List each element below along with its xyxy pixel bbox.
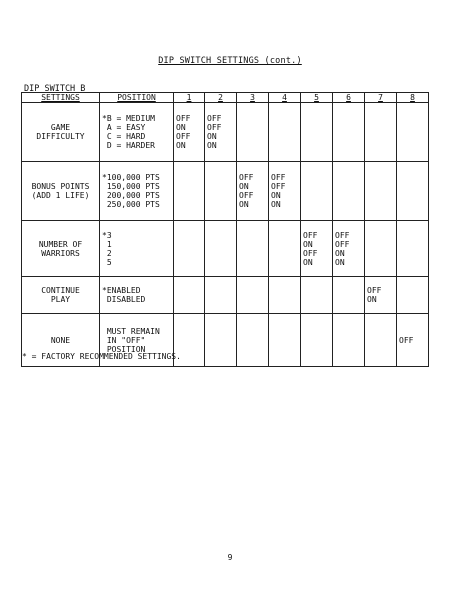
position-line: DISABLED xyxy=(102,295,146,304)
switch-value: OFF xyxy=(176,114,191,123)
position-line: C = HARD xyxy=(102,132,146,141)
position-line: IN "OFF" xyxy=(102,335,146,345)
position-line: MUST REMAIN xyxy=(102,326,160,336)
switch-value: OFF xyxy=(271,173,286,182)
position-line: 150,000 PTS xyxy=(102,182,160,191)
setting-line: NUMBER OF xyxy=(38,239,83,249)
switch-value: OFF xyxy=(176,132,191,141)
switch-value: ON xyxy=(335,257,345,267)
dip-switch-b-table xyxy=(21,92,429,367)
switch-value: OFF xyxy=(367,286,382,295)
switch-value: OFF xyxy=(207,123,222,132)
switch-value: OFF xyxy=(335,239,350,249)
switch-5-cell xyxy=(301,221,333,277)
switch-value: ON xyxy=(207,141,217,150)
switch-3-cell xyxy=(237,162,269,221)
position-line: 2 xyxy=(102,248,112,258)
switch-7-cell xyxy=(365,221,397,277)
header-switch-8: 8 xyxy=(397,93,429,103)
switch-value: ON xyxy=(239,200,249,209)
setting-cell xyxy=(22,103,100,162)
position-line: 5 xyxy=(102,257,112,267)
position-cell xyxy=(100,277,174,314)
switch-2-cell xyxy=(205,221,237,277)
switch-4-cell xyxy=(269,221,301,277)
page-title: DIP SWITCH SETTINGS (cont.) xyxy=(158,56,302,66)
header-switch-5: 5 xyxy=(301,93,333,103)
position-line: *ENABLED xyxy=(102,286,141,295)
switch-8-cell xyxy=(397,162,429,221)
switch-value: ON xyxy=(271,191,281,200)
switch-2-cell xyxy=(205,162,237,221)
switch-1-cell xyxy=(174,221,205,277)
switch-value: OFF xyxy=(271,182,286,191)
switch-7-cell xyxy=(365,314,397,367)
header-switch-7: 7 xyxy=(365,93,397,103)
setting-line: GAME xyxy=(50,123,71,132)
header-switch-1: 1 xyxy=(174,93,205,103)
switch-8-cell xyxy=(397,314,429,367)
setting-cell xyxy=(22,162,100,221)
switch-value: OFF xyxy=(303,248,318,258)
switch-value: ON xyxy=(271,200,281,209)
position-line: *100,000 PTS xyxy=(102,173,160,182)
position-cell xyxy=(100,162,174,221)
switch-value: ON xyxy=(207,132,217,141)
table-row xyxy=(22,277,429,314)
switch-3-cell xyxy=(237,314,269,367)
header-switch-3: 3 xyxy=(237,93,269,103)
page-number: 9 xyxy=(227,553,233,562)
switch-3-cell xyxy=(237,277,269,314)
switch-4-cell xyxy=(269,162,301,221)
switch-4-cell xyxy=(269,277,301,314)
switch-6-cell xyxy=(333,277,365,314)
switch-5-cell xyxy=(301,314,333,367)
switch-value: ON xyxy=(367,295,377,304)
switch-8-cell xyxy=(397,103,429,162)
header-position: POSITION xyxy=(100,93,174,103)
position-line: A = EASY xyxy=(102,123,146,132)
setting-cell xyxy=(22,277,100,314)
position-line: D = HARDER xyxy=(102,141,155,150)
table-row xyxy=(22,221,429,277)
footnote: * = FACTORY RECOMMENDED SETTINGS. xyxy=(22,352,181,361)
setting-line: (ADD 1 LIFE) xyxy=(31,191,90,200)
switch-value: ON xyxy=(335,248,345,258)
switch-7-cell xyxy=(365,103,397,162)
setting-cell xyxy=(22,221,100,277)
switch-6-cell xyxy=(333,314,365,367)
switch-5-cell xyxy=(301,277,333,314)
position-line: *3 xyxy=(102,230,112,240)
header-settings: SETTINGS xyxy=(22,93,100,103)
setting-line: PLAY xyxy=(50,295,71,304)
switch-3-cell xyxy=(237,221,269,277)
switch-value: OFF xyxy=(207,114,222,123)
position-line: 1 xyxy=(102,239,112,249)
switch-6-cell xyxy=(333,103,365,162)
switch-4-cell xyxy=(269,103,301,162)
switch-3-cell xyxy=(237,103,269,162)
switch-value: OFF xyxy=(239,191,254,200)
setting-line: NONE xyxy=(50,335,71,345)
switch-8-cell xyxy=(397,277,429,314)
header-switch-4: 4 xyxy=(269,93,301,103)
setting-line: WARRIORS xyxy=(41,248,80,258)
switch-1-cell xyxy=(174,162,205,221)
position-cell xyxy=(100,103,174,162)
table-row xyxy=(22,162,429,221)
position-line: 250,000 PTS xyxy=(102,200,160,209)
position-line: POSITION xyxy=(102,344,146,354)
switch-8-cell xyxy=(397,221,429,277)
header-switch-2: 2 xyxy=(205,93,237,103)
setting-line: DIFFICULTY xyxy=(36,132,85,141)
position-line: *B = MEDIUM xyxy=(102,114,155,123)
switch-value: OFF xyxy=(335,230,350,240)
switch-value: ON xyxy=(303,257,313,267)
table-row xyxy=(22,103,429,162)
header-switch-6: 6 xyxy=(333,93,365,103)
switch-value: OFF xyxy=(399,335,414,345)
switch-6-cell xyxy=(333,221,365,277)
switch-1-cell xyxy=(174,103,205,162)
setting-line: CONTINUE xyxy=(41,286,80,295)
switch-2-cell xyxy=(205,314,237,367)
switch-value: OFF xyxy=(303,230,318,240)
switch-value: ON xyxy=(303,239,313,249)
table-body xyxy=(22,103,429,367)
switch-2-cell xyxy=(205,277,237,314)
setting-line: BONUS POINTS xyxy=(31,182,90,191)
switch-5-cell xyxy=(301,103,333,162)
table-caption: DIP SWITCH B xyxy=(24,84,86,94)
switch-value: OFF xyxy=(239,173,254,182)
switch-4-cell xyxy=(269,314,301,367)
switch-2-cell xyxy=(205,103,237,162)
switch-6-cell xyxy=(333,162,365,221)
header-row xyxy=(22,93,429,103)
switch-1-cell xyxy=(174,277,205,314)
position-cell xyxy=(100,221,174,277)
position-line: 200,000 PTS xyxy=(102,191,160,200)
switch-7-cell xyxy=(365,162,397,221)
switch-value: ON xyxy=(176,141,186,150)
switch-5-cell xyxy=(301,162,333,221)
switch-value: ON xyxy=(239,182,249,191)
switch-7-cell xyxy=(365,277,397,314)
switch-value: ON xyxy=(176,123,186,132)
